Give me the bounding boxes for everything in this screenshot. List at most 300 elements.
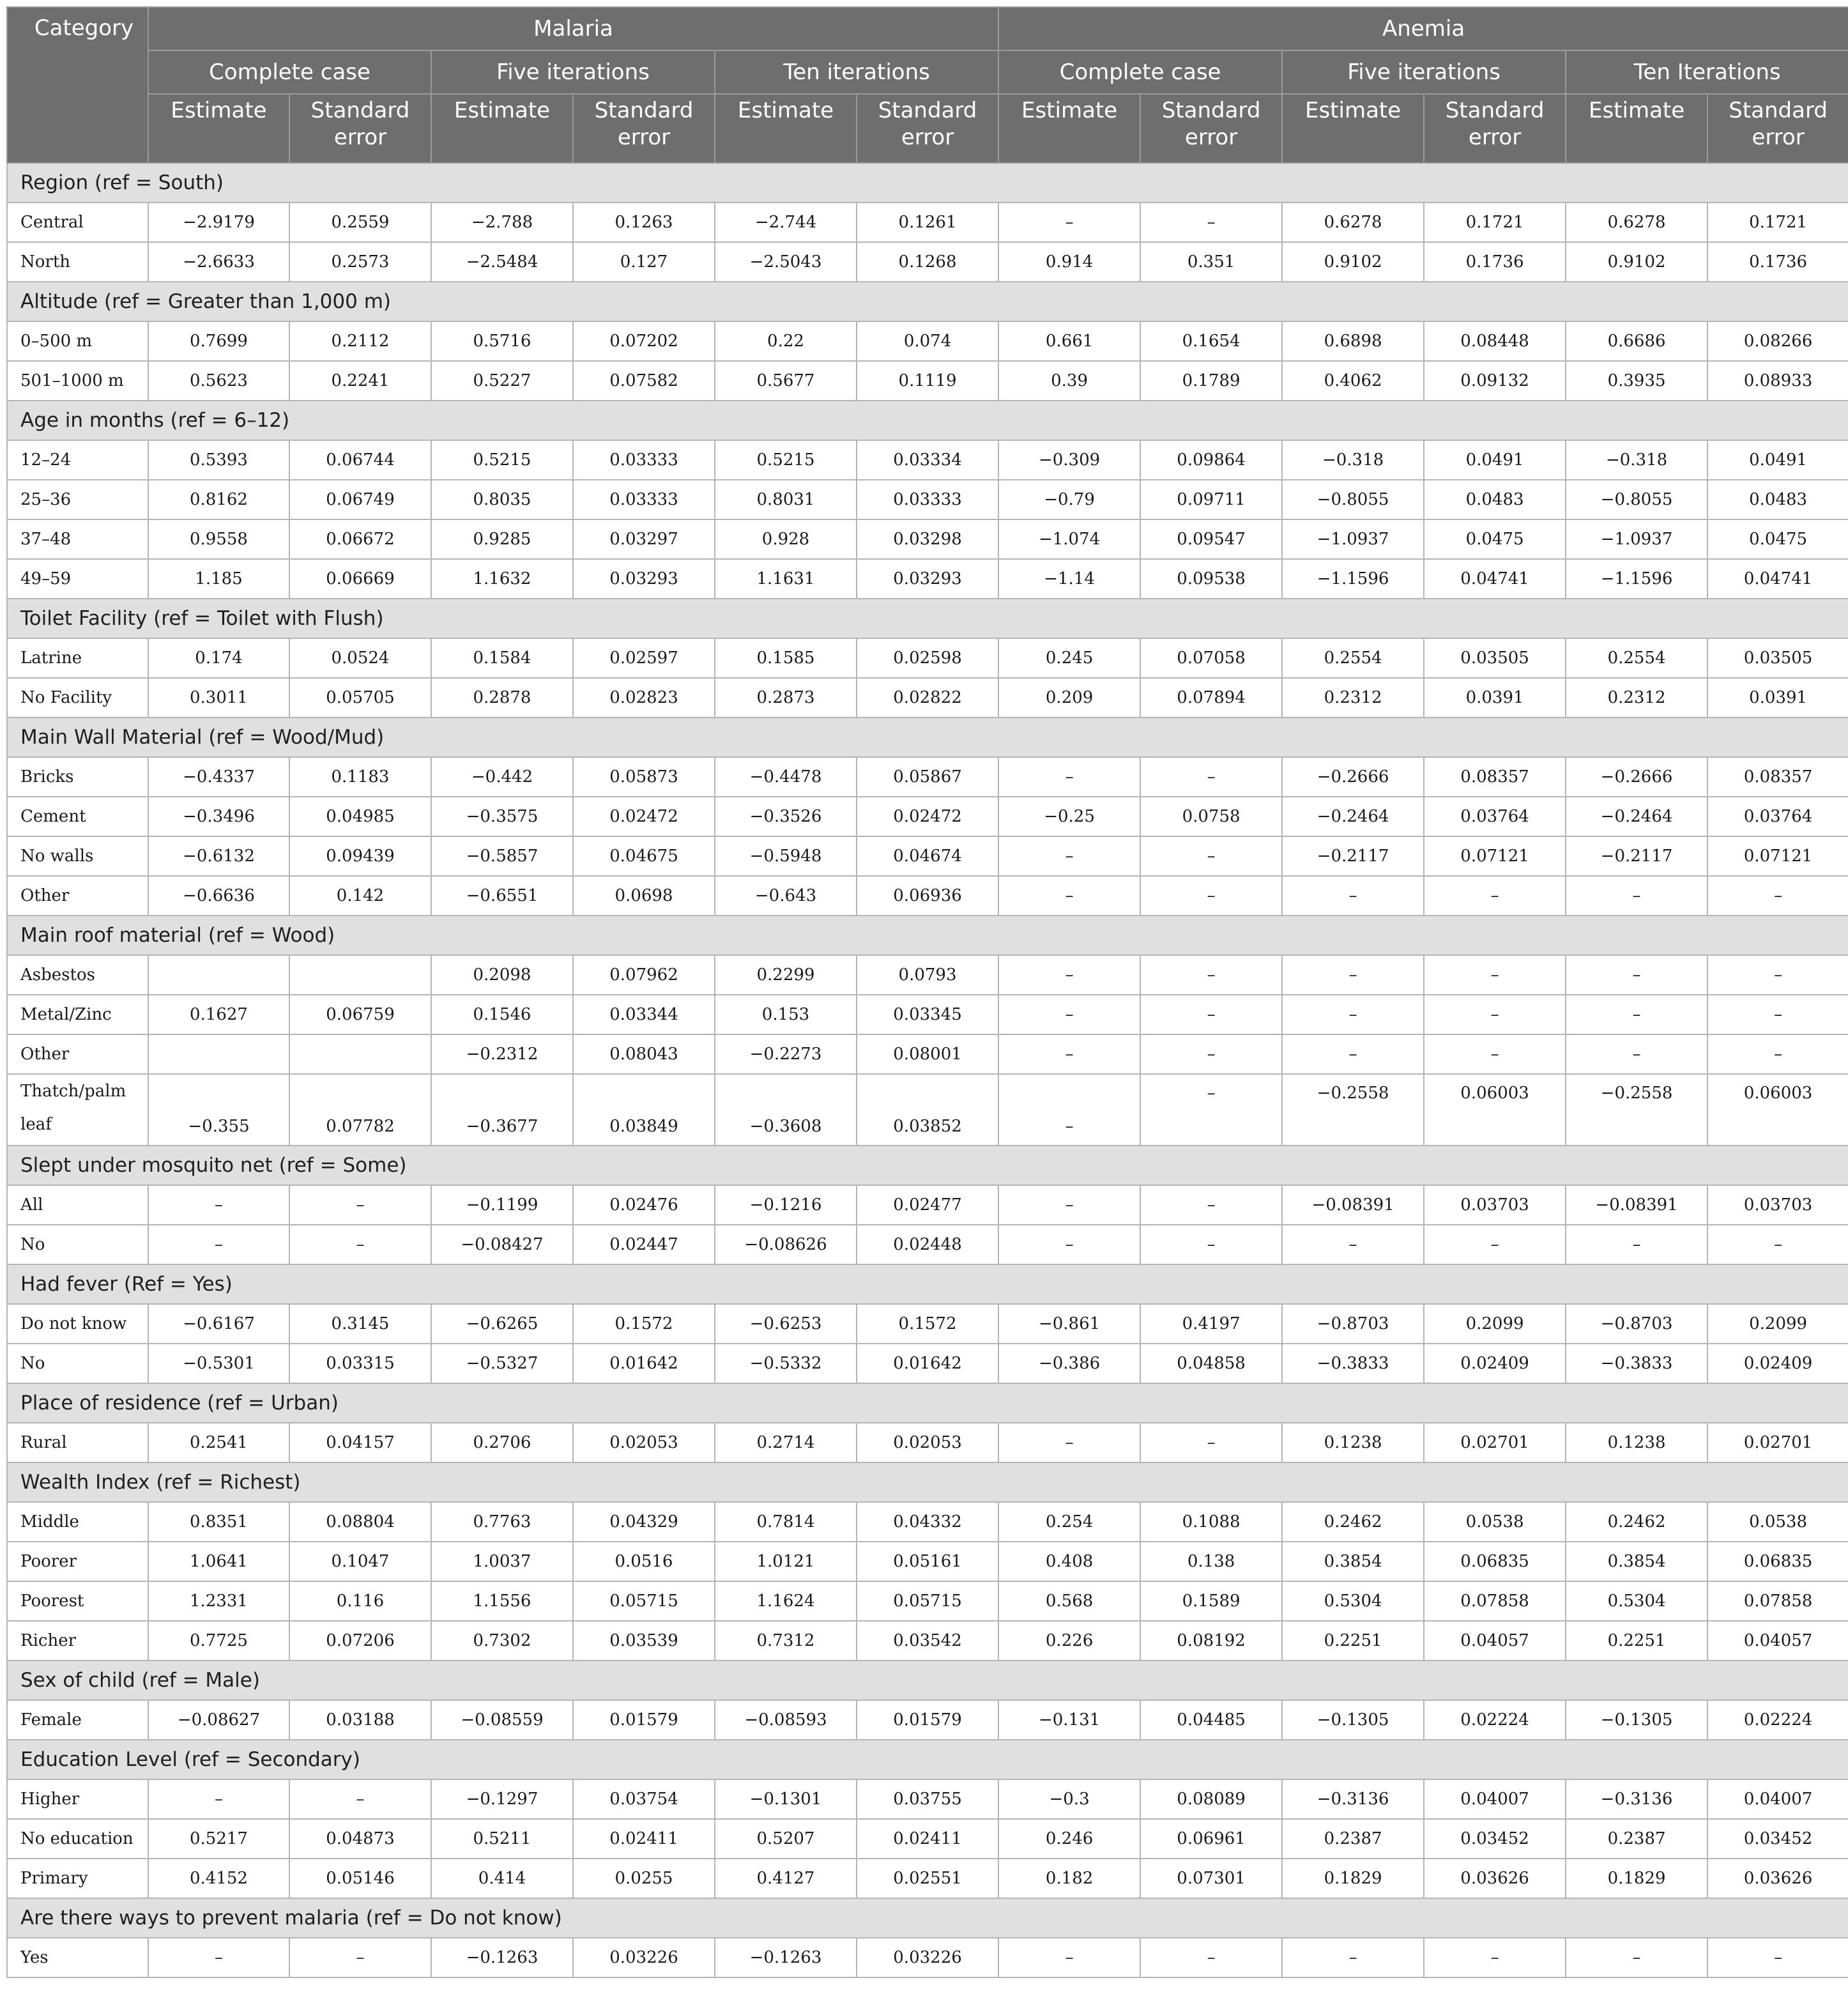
standard-error-cell: –	[1424, 1034, 1566, 1074]
estimate-cell: −0.5332	[715, 1344, 857, 1383]
standard-error-cell: –	[1140, 955, 1282, 995]
standard-error-cell: 0.03626	[1707, 1859, 1848, 1898]
estimate-cell: −0.5857	[431, 836, 573, 876]
estimate-cell: –	[998, 1074, 1140, 1146]
estimate-cell: 1.1556	[431, 1581, 573, 1621]
estimate-cell: 0.2541	[148, 1423, 289, 1462]
estimate-cell: 0.2251	[1282, 1621, 1424, 1661]
standard-error-cell: 0.06669	[289, 559, 431, 599]
standard-error-cell: –	[289, 1225, 431, 1264]
standard-error-cell: 0.02053	[857, 1423, 998, 1462]
results-table-container	[6, 6, 1842, 1978]
table-row	[7, 242, 1848, 282]
section-row	[7, 1661, 1848, 1700]
estimate-cell: −2.788	[431, 203, 573, 242]
estimate-cell: 0.2299	[715, 955, 857, 995]
estimate-cell: 0.6898	[1282, 321, 1424, 361]
estimate-cell: 0.1238	[1566, 1423, 1707, 1462]
standard-error-cell: –	[289, 1779, 431, 1819]
estimate-cell: 0.22	[715, 321, 857, 361]
table-row	[7, 797, 1848, 836]
standard-error-cell: 0.04873	[289, 1819, 431, 1859]
standard-error-cell: 0.09547	[1140, 519, 1282, 559]
row-label: Metal/Zinc	[7, 995, 148, 1034]
stat-header: Standard error	[857, 94, 998, 163]
stat-header: Standard error	[289, 94, 431, 163]
standard-error-cell: 0.03452	[1424, 1819, 1566, 1859]
standard-error-cell: 0.03703	[1707, 1185, 1848, 1225]
estimate-cell: −0.309	[998, 440, 1140, 480]
standard-error-cell: 0.06744	[289, 440, 431, 480]
estimate-cell: –	[998, 1225, 1140, 1264]
method-header: Five iterations	[431, 50, 715, 94]
estimate-cell: −0.3833	[1282, 1344, 1424, 1383]
row-label: Asbestos	[7, 955, 148, 995]
row-label: Rural	[7, 1423, 148, 1462]
standard-error-cell: 0.01642	[573, 1344, 715, 1383]
estimate-cell: 0.1627	[148, 995, 289, 1034]
estimate-cell: 0.153	[715, 995, 857, 1034]
estimate-cell: 0.5227	[431, 361, 573, 401]
estimate-cell: 0.2706	[431, 1423, 573, 1462]
estimate-cell: −0.3136	[1566, 1779, 1707, 1819]
estimate-cell: 0.39	[998, 361, 1140, 401]
estimate-cell: −0.1305	[1282, 1700, 1424, 1740]
estimate-cell: −1.074	[998, 519, 1140, 559]
standard-error-cell: 0.03226	[573, 1938, 715, 1977]
estimate-cell: –	[1566, 1938, 1707, 1977]
estimate-cell: 0.5207	[715, 1819, 857, 1859]
results-table	[6, 6, 1848, 1978]
standard-error-cell: 0.04741	[1707, 559, 1848, 599]
estimate-cell: 0.2312	[1566, 678, 1707, 717]
standard-error-cell: 0.02701	[1707, 1423, 1848, 1462]
standard-error-cell: 0.06961	[1140, 1819, 1282, 1859]
estimate-cell: 0.2878	[431, 678, 573, 717]
estimate-cell: −0.442	[431, 757, 573, 797]
estimate-cell: –	[1282, 955, 1424, 995]
estimate-cell: −1.14	[998, 559, 1140, 599]
estimate-cell: 0.4152	[148, 1859, 289, 1898]
estimate-cell: –	[1566, 1225, 1707, 1264]
estimate-cell: –	[998, 1423, 1140, 1462]
standard-error-cell: –	[1140, 876, 1282, 916]
estimate-cell: −0.3608	[715, 1074, 857, 1146]
estimate-cell: 0.6278	[1282, 203, 1424, 242]
section-row	[7, 163, 1848, 203]
standard-error-cell: 0.2573	[289, 242, 431, 282]
estimate-cell: 0.4062	[1282, 361, 1424, 401]
section-title: Wealth Index (ref = Richest)	[7, 1462, 1848, 1502]
standard-error-cell: 0.03754	[573, 1779, 715, 1819]
estimate-cell: −0.6551	[431, 876, 573, 916]
standard-error-cell: 0.04332	[857, 1502, 998, 1542]
section-title: Region (ref = South)	[7, 163, 1848, 203]
standard-error-cell: 0.0538	[1424, 1502, 1566, 1542]
row-label: 12–24	[7, 440, 148, 480]
standard-error-cell: 0.07962	[573, 955, 715, 995]
row-label: 49–59	[7, 559, 148, 599]
standard-error-cell: 0.06672	[289, 519, 431, 559]
standard-error-cell: 0.05867	[857, 757, 998, 797]
estimate-cell: −0.08593	[715, 1700, 857, 1740]
standard-error-cell: –	[1140, 1185, 1282, 1225]
estimate-cell: 0.7725	[148, 1621, 289, 1661]
estimate-cell: −0.8703	[1282, 1304, 1424, 1344]
estimate-cell: −1.0937	[1566, 519, 1707, 559]
estimate-cell: −0.6253	[715, 1304, 857, 1344]
estimate-cell: 0.1585	[715, 638, 857, 678]
standard-error-cell: –	[1140, 836, 1282, 876]
standard-error-cell: 0.0475	[1707, 519, 1848, 559]
standard-error-cell: –	[1707, 876, 1848, 916]
standard-error-cell: 0.0524	[289, 638, 431, 678]
stat-header: Estimate	[148, 94, 289, 163]
estimate-cell: 1.0121	[715, 1542, 857, 1581]
standard-error-cell: 0.0475	[1424, 519, 1566, 559]
standard-error-cell: 0.07121	[1424, 836, 1566, 876]
standard-error-cell: 0.08266	[1707, 321, 1848, 361]
standard-error-cell: 0.04741	[1424, 559, 1566, 599]
table-row	[7, 678, 1848, 717]
section-title: Place of residence (ref = Urban)	[7, 1383, 1848, 1423]
standard-error-cell: –	[1140, 1423, 1282, 1462]
standard-error-cell: 0.06759	[289, 995, 431, 1034]
standard-error-cell: –	[1707, 1938, 1848, 1977]
standard-error-cell: 0.1654	[1140, 321, 1282, 361]
standard-error-cell: –	[289, 1938, 431, 1977]
standard-error-cell: 0.1721	[1707, 203, 1848, 242]
estimate-cell: 0.1829	[1282, 1859, 1424, 1898]
estimate-cell: 0.408	[998, 1542, 1140, 1581]
header-row-stats	[7, 94, 1848, 163]
row-label: All	[7, 1185, 148, 1225]
estimate-cell: 0.245	[998, 638, 1140, 678]
estimate-cell: −0.08559	[431, 1700, 573, 1740]
standard-error-cell: 0.08192	[1140, 1621, 1282, 1661]
standard-error-cell: 0.04157	[289, 1423, 431, 1462]
row-label: 0–500 m	[7, 321, 148, 361]
method-header: Ten iterations	[715, 50, 998, 94]
header-row-methods	[7, 50, 1848, 94]
standard-error-cell: 0.09864	[1140, 440, 1282, 480]
standard-error-cell: 0.02224	[1707, 1700, 1848, 1740]
estimate-cell: 0.914	[998, 242, 1140, 282]
standard-error-cell: 0.03333	[573, 440, 715, 480]
estimate-cell: –	[998, 1938, 1140, 1977]
standard-error-cell: 0.02551	[857, 1859, 998, 1898]
standard-error-cell: 0.1183	[289, 757, 431, 797]
standard-error-cell: 0.03849	[573, 1074, 715, 1146]
standard-error-cell: 0.09132	[1424, 361, 1566, 401]
estimate-cell: –	[998, 836, 1140, 876]
standard-error-cell: –	[1707, 1225, 1848, 1264]
row-label: Primary	[7, 1859, 148, 1898]
standard-error-cell: 0.02823	[573, 678, 715, 717]
estimate-cell: 0.5215	[715, 440, 857, 480]
standard-error-cell: –	[1140, 995, 1282, 1034]
standard-error-cell: 0.2559	[289, 203, 431, 242]
standard-error-cell: –	[1140, 757, 1282, 797]
section-title: Slept under mosquito net (ref = Some)	[7, 1146, 1848, 1185]
estimate-cell: −0.2464	[1566, 797, 1707, 836]
estimate-cell: 0.8031	[715, 480, 857, 519]
standard-error-cell: 0.06003	[1424, 1074, 1566, 1146]
table-row	[7, 876, 1848, 916]
standard-error-cell: 0.02448	[857, 1225, 998, 1264]
estimate-cell: –	[148, 1185, 289, 1225]
standard-error-cell: 0.04329	[573, 1502, 715, 1542]
row-label: Cement	[7, 797, 148, 836]
standard-error-cell: 0.127	[573, 242, 715, 282]
standard-error-cell: 0.04674	[857, 836, 998, 876]
section-row	[7, 717, 1848, 757]
estimate-cell: 0.7302	[431, 1621, 573, 1661]
standard-error-cell: 0.03315	[289, 1344, 431, 1383]
estimate-cell: 0.6686	[1566, 321, 1707, 361]
row-label: Bricks	[7, 757, 148, 797]
estimate-cell: −0.6132	[148, 836, 289, 876]
stat-header: Standard error	[1424, 94, 1566, 163]
section-title: Main roof material (ref = Wood)	[7, 916, 1848, 955]
table-row	[7, 1819, 1848, 1859]
table-row	[7, 1423, 1848, 1462]
stat-header: Standard error	[1707, 94, 1848, 163]
standard-error-cell: 0.0516	[573, 1542, 715, 1581]
section-title: Education Level (ref = Secondary)	[7, 1740, 1848, 1779]
table-body	[7, 163, 1848, 1977]
standard-error-cell: 0.05873	[573, 757, 715, 797]
estimate-cell: −0.6167	[148, 1304, 289, 1344]
estimate-cell: 0.2554	[1566, 638, 1707, 678]
standard-error-cell: 0.02411	[573, 1819, 715, 1859]
standard-error-cell: 0.1572	[573, 1304, 715, 1344]
section-row	[7, 1898, 1848, 1938]
estimate-cell: 0.2873	[715, 678, 857, 717]
estimate-cell: 0.2462	[1282, 1502, 1424, 1542]
standard-error-cell: 0.116	[289, 1581, 431, 1621]
section-title: Age in months (ref = 6–12)	[7, 401, 1848, 440]
standard-error-cell: –	[1707, 995, 1848, 1034]
table-row	[7, 1074, 1848, 1146]
method-header: Complete case	[998, 50, 1282, 94]
standard-error-cell: 0.08933	[1707, 361, 1848, 401]
estimate-cell: 0.2387	[1282, 1819, 1424, 1859]
standard-error-cell: 0.01642	[857, 1344, 998, 1383]
standard-error-cell: 0.03293	[857, 559, 998, 599]
table-row	[7, 1034, 1848, 1074]
estimate-cell: 0.5217	[148, 1819, 289, 1859]
estimate-cell: −0.318	[1566, 440, 1707, 480]
standard-error-cell: 0.07858	[1707, 1581, 1848, 1621]
estimate-cell: 0.9285	[431, 519, 573, 559]
estimate-cell: −0.318	[1282, 440, 1424, 480]
standard-error-cell: 0.03344	[573, 995, 715, 1034]
estimate-cell: 0.2098	[431, 955, 573, 995]
row-label: Higher	[7, 1779, 148, 1819]
estimate-cell: −0.2464	[1282, 797, 1424, 836]
row-label: Poorest	[7, 1581, 148, 1621]
standard-error-cell: 0.1268	[857, 242, 998, 282]
estimate-cell: −0.131	[998, 1700, 1140, 1740]
section-row	[7, 916, 1848, 955]
row-label: No education	[7, 1819, 148, 1859]
table-row	[7, 1700, 1848, 1740]
standard-error-cell: 0.03539	[573, 1621, 715, 1661]
estimate-cell: –	[1282, 1225, 1424, 1264]
row-label: North	[7, 242, 148, 282]
method-header: Ten Iterations	[1566, 50, 1848, 94]
standard-error-cell: 0.3145	[289, 1304, 431, 1344]
standard-error-cell: 0.02053	[573, 1423, 715, 1462]
standard-error-cell: 0.07858	[1424, 1581, 1566, 1621]
standard-error-cell: –	[1424, 1938, 1566, 1977]
estimate-cell: −0.5301	[148, 1344, 289, 1383]
estimate-cell: –	[1566, 995, 1707, 1034]
standard-error-cell: 0.04007	[1424, 1779, 1566, 1819]
estimate-cell: −0.861	[998, 1304, 1140, 1344]
estimate-cell: 0.2312	[1282, 678, 1424, 717]
standard-error-cell: 0.02597	[573, 638, 715, 678]
standard-error-cell: 0.03293	[573, 559, 715, 599]
estimate-cell: 0.661	[998, 321, 1140, 361]
estimate-cell: −2.6633	[148, 242, 289, 282]
method-header: Complete case	[148, 50, 431, 94]
standard-error-cell: 0.03542	[857, 1621, 998, 1661]
table-row	[7, 1621, 1848, 1661]
row-label: 501–1000 m	[7, 361, 148, 401]
category-header: Category	[7, 7, 148, 163]
standard-error-cell: 0.0391	[1424, 678, 1566, 717]
section-row	[7, 282, 1848, 321]
stat-header: Estimate	[1282, 94, 1424, 163]
standard-error-cell: 0.02472	[573, 797, 715, 836]
estimate-cell: −0.08627	[148, 1700, 289, 1740]
estimate-cell: −0.08391	[1282, 1185, 1424, 1225]
estimate-cell: −0.2117	[1282, 836, 1424, 876]
standard-error-cell: 0.02447	[573, 1225, 715, 1264]
table-row	[7, 1502, 1848, 1542]
table-header	[7, 7, 1848, 163]
standard-error-cell: 0.02472	[857, 797, 998, 836]
standard-error-cell: 0.1261	[857, 203, 998, 242]
section-title: Are there ways to prevent malaria (ref = Do not know)	[7, 1898, 1848, 1938]
estimate-cell: 0.7699	[148, 321, 289, 361]
method-header: Five iterations	[1282, 50, 1566, 94]
row-label: No Facility	[7, 678, 148, 717]
estimate-cell: 0.1829	[1566, 1859, 1707, 1898]
section-row	[7, 1462, 1848, 1502]
row-label: Do not know	[7, 1304, 148, 1344]
section-title: Toilet Facility (ref = Toilet with Flush)	[7, 599, 1848, 638]
standard-error-cell: 0.1789	[1140, 361, 1282, 401]
estimate-cell	[148, 955, 289, 995]
standard-error-cell: 0.06003	[1707, 1074, 1848, 1146]
row-label: Latrine	[7, 638, 148, 678]
row-label: Other	[7, 1034, 148, 1074]
estimate-cell: −0.08391	[1566, 1185, 1707, 1225]
estimate-cell: –	[1566, 955, 1707, 995]
standard-error-cell: 0.1263	[573, 203, 715, 242]
estimate-cell: 0.8351	[148, 1502, 289, 1542]
estimate-cell: −0.1216	[715, 1185, 857, 1225]
standard-error-cell: 0.1721	[1424, 203, 1566, 242]
estimate-cell: 1.0037	[431, 1542, 573, 1581]
row-label: No	[7, 1225, 148, 1264]
estimate-cell: –	[1282, 876, 1424, 916]
estimate-cell: −0.643	[715, 876, 857, 916]
estimate-cell: 1.2331	[148, 1581, 289, 1621]
estimate-cell: –	[998, 955, 1140, 995]
estimate-cell: 0.2714	[715, 1423, 857, 1462]
section-row	[7, 599, 1848, 638]
standard-error-cell: 0.01579	[573, 1700, 715, 1740]
estimate-cell: 0.5677	[715, 361, 857, 401]
row-label: No walls	[7, 836, 148, 876]
standard-error-cell: 0.05705	[289, 678, 431, 717]
estimate-cell: 1.1632	[431, 559, 573, 599]
estimate-cell: –	[998, 757, 1140, 797]
row-label: Middle	[7, 1502, 148, 1542]
standard-error-cell: –	[1140, 1074, 1282, 1146]
estimate-cell: 0.5304	[1282, 1581, 1424, 1621]
standard-error-cell: 0.03505	[1707, 638, 1848, 678]
estimate-cell: –	[148, 1225, 289, 1264]
estimate-cell: 0.3854	[1566, 1542, 1707, 1581]
row-label: 37–48	[7, 519, 148, 559]
estimate-cell: 0.8035	[431, 480, 573, 519]
standard-error-cell: 0.03764	[1707, 797, 1848, 836]
standard-error-cell: 0.08089	[1140, 1779, 1282, 1819]
standard-error-cell: 0.04485	[1140, 1700, 1282, 1740]
stat-header: Estimate	[715, 94, 857, 163]
standard-error-cell: 0.06835	[1707, 1542, 1848, 1581]
estimate-cell: –	[1566, 1034, 1707, 1074]
estimate-cell: −2.744	[715, 203, 857, 242]
estimate-cell: 0.254	[998, 1502, 1140, 1542]
standard-error-cell: 0.08357	[1424, 757, 1566, 797]
standard-error-cell: 0.4197	[1140, 1304, 1282, 1344]
table-row	[7, 1779, 1848, 1819]
stat-header: Standard error	[573, 94, 715, 163]
estimate-cell: −0.386	[998, 1344, 1140, 1383]
standard-error-cell: 0.08804	[289, 1502, 431, 1542]
standard-error-cell: 0.02476	[573, 1185, 715, 1225]
row-label: Female	[7, 1700, 148, 1740]
standard-error-cell: 0.03333	[573, 480, 715, 519]
standard-error-cell: 0.03226	[857, 1938, 998, 1977]
estimate-cell: −0.8703	[1566, 1304, 1707, 1344]
table-row	[7, 480, 1848, 519]
table-row	[7, 955, 1848, 995]
row-label: Poorer	[7, 1542, 148, 1581]
standard-error-cell: 0.08448	[1424, 321, 1566, 361]
table-row	[7, 203, 1848, 242]
section-title: Had fever (Ref = Yes)	[7, 1264, 1848, 1304]
standard-error-cell: 0.02224	[1424, 1700, 1566, 1740]
standard-error-cell: 0.02411	[857, 1819, 998, 1859]
standard-error-cell: 0.0793	[857, 955, 998, 995]
estimate-cell: −2.5484	[431, 242, 573, 282]
table-row	[7, 757, 1848, 797]
estimate-cell: –	[148, 1779, 289, 1819]
row-label: Thatch/palm leaf	[7, 1074, 148, 1146]
standard-error-cell: 0.07121	[1707, 836, 1848, 876]
estimate-cell: −0.08626	[715, 1225, 857, 1264]
estimate-cell: −0.79	[998, 480, 1140, 519]
stat-header: Estimate	[1566, 94, 1707, 163]
table-row	[7, 638, 1848, 678]
